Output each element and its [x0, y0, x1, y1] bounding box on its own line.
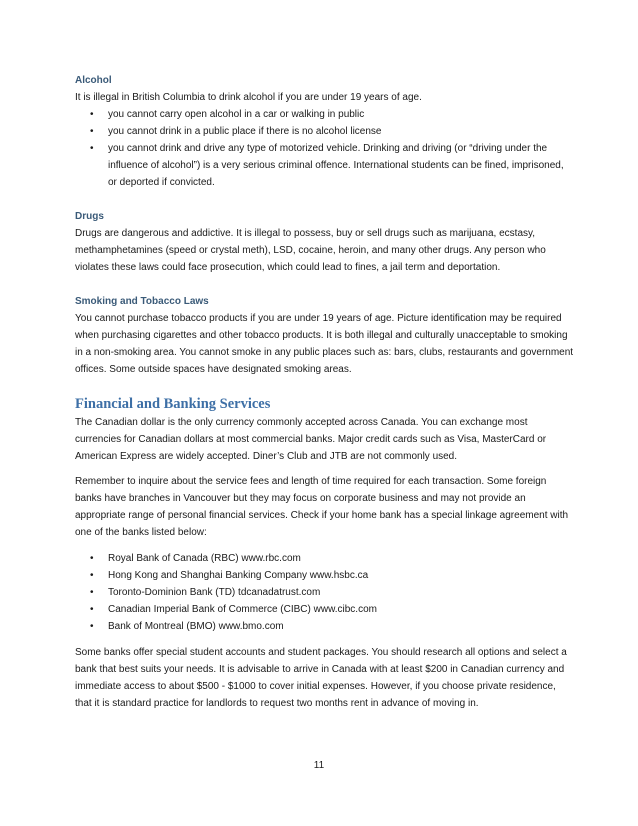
alcohol-list	[75, 106, 575, 191]
financial-para-1: The Canadian dollar is the only currency commonly accepted across Canada. You can exchange most currencies for Canadian dollars at most commercial banks. Major credit cards such as Visa, MasterCard or American Express are widely accepted. Diner’s Club and JTB are not commonly used.	[75, 417, 547, 462]
smoking-heading: Smoking and Tobacco Laws	[75, 296, 209, 307]
financial-heading: Financial and Banking Services	[75, 396, 271, 412]
bank-list	[75, 550, 575, 635]
list-item: • Toronto-Dominion Bank (TD) tdcanadatrust.com	[75, 584, 575, 601]
list-item: • you cannot drink in a public place if there is no alcohol license	[75, 123, 575, 140]
alcohol-heading: Alcohol	[75, 75, 112, 86]
alcohol-section	[75, 72, 575, 191]
document-page	[75, 72, 575, 712]
drugs-body: Drugs are dangerous and addictive. It is illegal to possess, buy or sell drugs such as marijuana, ecstasy, methamphetamines (speed or crystal meth), LSD, cocaine, heroin, and many other drugs. Any person who violates these laws could face prosecution, which could lead to fines, a jail term and deportation.	[75, 228, 546, 273]
list-item: • Canadian Imperial Bank of Commerce (CIBC) www.cibc.com	[75, 601, 575, 618]
drugs-section	[75, 208, 575, 276]
list-item: • Bank of Montreal (BMO) www.bmo.com	[75, 618, 575, 635]
financial-para-3: Some banks offer special student accounts and student packages. You should research all options and select a bank that best suits your needs. It is advisable to arrive in Canada with at least $200 in Canadian currency and immediate access to about $500 - $1000 to cover initial expenses. However, if you choose private residence, that it is standard practice for landlords to request two months rent in advance of moving in.	[75, 647, 567, 709]
list-item: • Royal Bank of Canada (RBC) www.rbc.com	[75, 550, 575, 567]
list-item: • Hong Kong and Shanghai Banking Company www.hsbc.ca	[75, 567, 575, 584]
alcohol-intro: It is illegal in British Columbia to drink alcohol if you are under 19 years of age.	[75, 92, 422, 103]
drugs-heading: Drugs	[75, 211, 104, 222]
financial-section	[75, 394, 575, 712]
page-number: 11	[313, 760, 325, 771]
list-item: • you cannot carry open alcohol in a car or walking in public	[75, 106, 575, 123]
list-item: • you cannot drink and drive any type of motorized vehicle. Drinking and driving (or “driving under the influence of alcohol”) is a very serious criminal offence. International students can be fined, imprisoned, or deported if convicted.	[75, 140, 575, 191]
smoking-section	[75, 293, 575, 378]
financial-para-2: Remember to inquire about the service fees and length of time required for each transaction. Some foreign banks have branches in Vancouver but they may focus on corporate business and may not provide an appropriate range of personal financial services. Check if your home bank has a special linkage agreement with one of the banks listed below:	[75, 476, 569, 538]
smoking-body: You cannot purchase tobacco products if you are under 19 years of age. Picture identification may be required when purchasing cigarettes and other tobacco products. It is both illegal and culturally unacceptable to smoking in a non-smoking area. You cannot smoke in any public places such as: bars, clubs, restaurants and government offices. Some outside spaces have designated smoking areas.	[75, 313, 574, 375]
